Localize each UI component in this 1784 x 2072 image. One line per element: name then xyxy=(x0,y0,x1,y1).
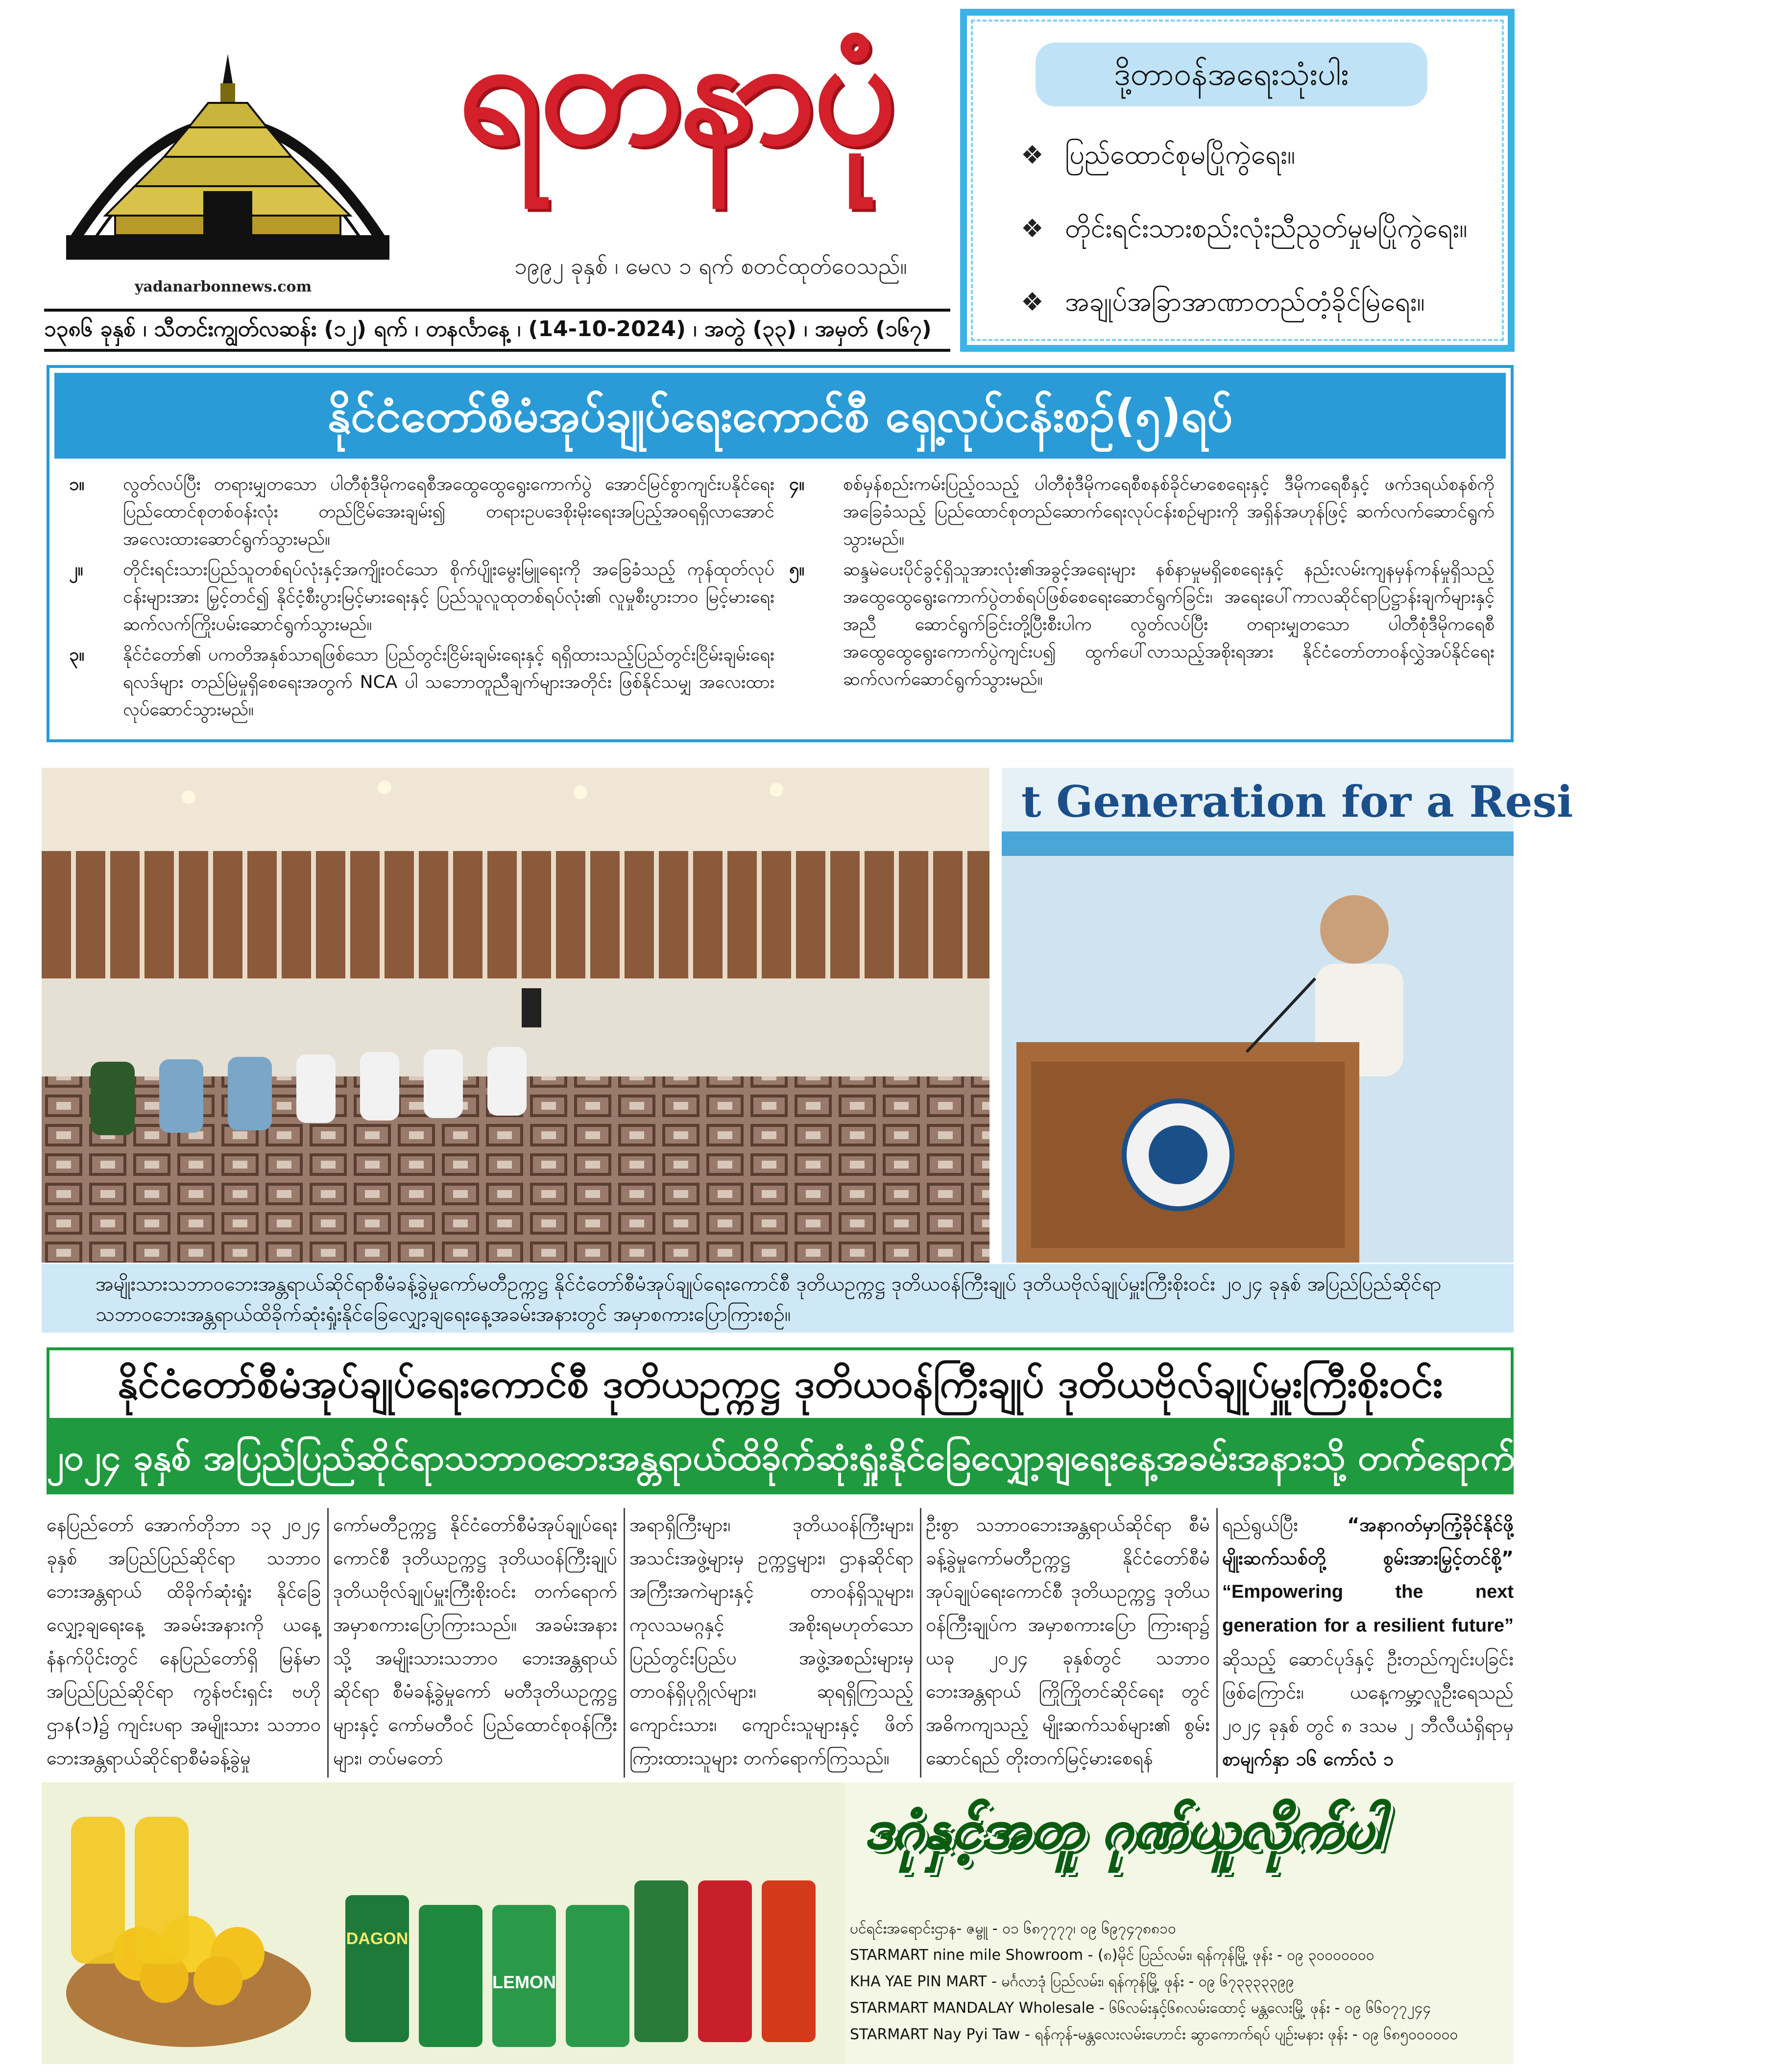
objectives-box xyxy=(960,9,1515,352)
ad-contact-line: STARMART MANDALAY Wholesale - ၆၆လမ်းနှင့်၆၈လမ်းထောင့် မန္တလေးမြို့ ဖုန်း - ၀၉ ၆၆၀၇၇၂၄၄ xyxy=(850,1999,1431,2017)
ad-contact-line: STARMART nine mile Showroom - (၈)မိုင် ပြည်လမ်း၊ ရန်ကုန်မြို့ ဖုန်း - ၀၉ ၃၀၀၀၀၀၀၀ xyxy=(850,1947,1374,1964)
photo-caption: အမျိုးသားသဘာဝဘေးအန္တရာယ်ဆိုင်ရာစီမံခန့်ခွဲမှုကော်မတီဥက္ကဋ္ဌ နိုင်ငံတော်စီမံအုပ်ချုပ်ရေးကောင်စီ ဒုတိယဥက္ကဋ္ဌ ဒုတိယဝန်ကြီးချုပ် ဒုတိယဗိုလ်ချုပ်မှူးကြီးစိုးဝင်း ၂၀၂၄ ခုနှစ် အပြည်ပြည်ဆိုင်ရာသဘာဝဘေးအန္တရာယ်ထိခိုက်ဆုံးရှုံးနိုင်ခြေလျှော့ချရေးနေ့အခမ်းအနားတွင် အမှာစကားပြောကြားစဉ်။ xyxy=(42,1264,1514,1333)
diamond-bullet-icon: ❖ xyxy=(1021,288,1044,317)
diamond-bullet-icon: ❖ xyxy=(1021,214,1044,244)
article-column-2: ကော်မတီဥက္ကဋ္ဌ နိုင်ငံတော်စီမံအုပ်ချုပ်ရေး ကောင်စီ ဒုတိယဥက္ကဋ္ဌ ဒုတိယဝန်ကြီးချုပ် ဒုတိယဗိုလ်ချုပ်မှူးကြီးစိုးဝင်း တက်ရောက်အမှာစကားပြောကြားသည်။ အခမ်းအနားသို့ အမျိုးသားသဘာဝ ဘေးအန္တရာယ်ဆိုင်ရာ စီမံခန့်ခွဲမှုကော် မတီဒုတိယဥက္ကဋ္ဌများနှင့် ကော်မတီဝင် ပြည်ထောင်စုဝန်ကြီးများ၊ တပ်မတော် xyxy=(333,1514,617,1769)
policy-number: ၃။ xyxy=(69,645,85,665)
can-label-text: LEMON xyxy=(492,1972,556,1992)
policy-item xyxy=(69,641,774,724)
site-url[interactable]: yadanarbonnews.com xyxy=(135,278,312,295)
slogan-english: “Empowering the next generation for a resilient future” xyxy=(1222,1582,1514,1636)
objective-item: ❖ ပြည်ထောင်စုမပြိုကွဲရေး။ xyxy=(1021,139,1296,170)
article-column-1: နေပြည်တော် အောက်တိုဘာ ၁၃ ၂၀၂၄ ခုနှစ် အပြည်ပြည်ဆိုင်ရာ သဘာဝဘေးအန္တရာယ် ထိခိုက်ဆုံးရှုံး နိုင်ခြေလျှော့ချရေးနေ့ အခမ်းအနားကို ယနေ့နံနက်ပိုင်းတွင် နေပြည်တော်ရှိ မြန်မာအပြည်ပြည်ဆိုင်ရာ ကွန်ဗင်းရှင်း ဗဟိုဌာန(၁)၌ ကျင်းပရာ အမျိုးသား သဘာဝဘေးအန္တရာယ်ဆိုင်ရာစီမံခန့်ခွဲမှု xyxy=(47,1514,321,1769)
speaker-photo xyxy=(1002,768,1573,1263)
headline-line-2: ၂၀၂၄ ခုနှစ် အပြည်ပြည်ဆိုင်ရာသဘာဝဘေးအန္တရာယ်ထိခိုက်ဆုံးရှုံးနိုင်ခြေလျှော့ချရေးနေ့အခမ်းအနားသို့ တက်ရောက်အမှာစကားပြောကြား xyxy=(47,1421,1514,1494)
objective-item: ❖ အချုပ်အခြာအာဏာတည်တံ့ခိုင်မြဲရေး။ xyxy=(1021,286,1425,317)
headline-line-1: နိုင်ငံတော်စီမံအုပ်ချုပ်ရေးကောင်စီ ဒုတိယဥက္ကဋ္ဌ ဒုတိယဝန်ကြီးချုပ် ဒုတိယဗိုလ်ချုပ်မှူးကြီးစိုးဝင်း xyxy=(47,1347,1514,1421)
conference-hall-illustration xyxy=(42,768,989,1263)
founded-line: ၁၉၉၂ ခုနှစ် ၊ မေလ ၁ ရက် စတင်ထုတ်ဝေသည်။ xyxy=(514,253,907,279)
ad-contact-line: STARMART Nay Pyi Taw - ရန်ကုန်-မန္တလေးလမ်းဟောင်း ဆွာကောက်ရပ် ပျဉ်းမနား ဖုန်း - ၀၉ ၆၈၅၀၀၀၀၀၀ xyxy=(850,2026,1458,2043)
policy-item xyxy=(789,471,1495,553)
policy-text: လွတ်လပ်ပြီး တရားမျှတသော ပါတီစုံဒီမိုကရေစီအထွေထွေရွေးကောက်ပွဲ အောင်မြင်စွာကျင်းပနိုင်ရေး ပြည်ထောင်စုတစ်ဝန်းလုံး တည်ငြိမ်အေးချမ်း၍ တရားဥပဒေစိုးမိုးရေးအပြည့်အဝရရှိလာအောင် အလေးထားဆောင်ရွက်သွားမည်။ xyxy=(123,474,774,549)
column-divider xyxy=(624,1508,625,1778)
dagon-advertisement[interactable] xyxy=(42,1782,1514,2064)
policy-box xyxy=(47,365,1514,742)
objective-item: ❖ တိုင်းရင်းသားစည်းလုံးညီညွတ်မှုမပြိုကွဲရေး။ xyxy=(1021,213,1468,244)
ad-slogan: ဒဂုံနှင့်အတူ ဂုဏ်ယူလိုက်ပါ xyxy=(865,1798,1383,1860)
dateline: ၁၃၈၆ ခုနှစ် ၊ သီတင်းကျွတ်လဆန်း (၁၂) ရက် ၊ တနင်္လာနေ့ ၊ (14-10-2024) ၊ အတွဲ (၃၃) ၊ အမှတ် (၁၆၇) xyxy=(44,309,950,347)
conference-hall-photo xyxy=(42,768,989,1263)
policy-number: ၁။ xyxy=(69,474,85,494)
column-divider xyxy=(920,1508,921,1778)
column-divider xyxy=(1216,1508,1218,1778)
article-column-5: ရည်ရွယ်ပြီး “အနာဂတ်မှာကြံ့ခိုင်နိုင်ဖို့ မျိုးဆက်သစ်တို့ စွမ်းအားမြှင့်တင်စို့” “Empowering the next generation for a resilient future” ဆိုသည့် ဆောင်ပုဒ်နှင့် ဦးတည်ကျင်းပခြင်းဖြစ်ကြောင်း၊ ယနေ့ကမ္ဘာ့လူဦးရေသည် ၂၀၂၄ ခုနှစ် တွင် ၈ ဒသမ ၂ ဘီလီယံရှိရာမှ စာမျက်နှာ ၁၆ ကော်လံ ၁ xyxy=(1222,1514,1514,1770)
policy-number: ၂။ xyxy=(69,560,83,580)
newspaper-title: ရတနာပုံ xyxy=(458,4,894,177)
policy-number: ၄။ xyxy=(789,474,805,494)
banner-text: t Generation for a Resi xyxy=(1021,776,1573,827)
ad-contact-line: ပင်ရင်းအရောင်းဌာန- ဇမ္ဗူ - ၀၁ ၆၈၇၇၇၇၊ ၀၉ ၆၉၇၄၇၈၈၁၀ xyxy=(850,1920,1177,1937)
article-column-3: အရာရှိကြီးများ၊ ဒုတိယဝန်ကြီးများ၊ အသင်းအဖွဲ့များမှ ဥက္ကဋ္ဌများ၊ ဌာနဆိုင်ရာ အကြီးအကဲများနှင့် တာဝန်ရှိသူများ၊ ကုလသမဂ္ဂနှင့် အစိုးရမဟုတ်သော ပြည်တွင်းပြည်ပ အဖွဲ့အစည်းများမှ တာဝန်ရှိပုဂ္ဂိုလ်များ၊ ဆုရရှိကြသည့် ကျောင်းသား၊ ကျောင်းသူများနှင့် ဖိတ် ကြားထားသူများ တက်ရောက်ကြသည်။ xyxy=(629,1514,914,1769)
policy-number: ၅။ xyxy=(789,560,805,580)
policy-item xyxy=(69,471,774,553)
speaker-illustration xyxy=(1002,768,1573,1263)
policy-text: နိုင်ငံတော်၏ ပကတိအနှစ်သာရဖြစ်သော ပြည်တွင်းငြိမ်းချမ်းရေးနှင့် ရရှိထားသည့်ပြည်တွင်းငြိမ်းချမ်းရေးရလဒ်များ တည်မြဲမှုရှိစေရေးအတွက် NCA ပါ သဘောတူညီချက်များအတိုင်း ဖြစ်နိုင်သမျှ အလေးထားလုပ်ဆောင်သွားမည်။ xyxy=(123,645,774,720)
policy-item xyxy=(789,556,1495,693)
policy-title: နိုင်ငံတော်စီမံအုပ်ချုပ်ရေးကောင်စီ ရှေ့လုပ်ငန်းစဉ်(၅)ရပ် xyxy=(54,373,1506,459)
policy-item xyxy=(69,556,774,638)
column-divider xyxy=(327,1508,329,1778)
policy-text: တိုင်းရင်းသားပြည်သူတစ်ရပ်လုံးနှင့်အကျိုးဝင်သော စိုက်ပျိုးမွေးမြူရေးကို အခြေခံသည့် ကုန်ထုတ်လုပ်ငန်းများအား မြှင့်တင်၍ နိုင်ငံ့စီးပွားမြင့်မားရေးနှင့် ပြည်သူလူထုတစ်ရပ်လုံး၏ လူမှုစီးပွားဘဝ မြင့်မားရေး ဆက်လက်ကြိုးပမ်းဆောင်ရွက်သွားမည်။ xyxy=(123,560,774,634)
diamond-bullet-icon: ❖ xyxy=(1021,141,1044,170)
can-brand-text: DAGON xyxy=(346,1929,409,1948)
article-column-4: ဦးစွာ သဘာဝဘေးအန္တရာယ်ဆိုင်ရာ စီမံခန့်ခွဲမှုကော်မတီဥက္ကဋ္ဌ နိုင်ငံတော်စီမံ အုပ်ချုပ်ရေးကောင်စီ ဒုတိယဥက္ကဋ္ဌ ဒုတိယဝန်ကြီးချုပ်က အမှာစကားပြော ကြားရာ၌ ယခု ၂၀၂၄ ခုနှစ်တွင် သဘာဝ ဘေးအန္တရာယ် ကြိုကြိုတင်ဆိုင်ရေး တွင် အဓိကကျသည့် မျိုးဆက်သစ်များ၏ စွမ်းဆောင်ရည် တိုးတက်မြင့်မားစေရန် xyxy=(926,1514,1210,1769)
objectives-title: ဒို့တာဝန်အရေးသုံးပါး xyxy=(1036,43,1427,106)
ad-contact-line: KHA YAE PIN MART - မင်္ဂလာဒုံ ပြည်လမ်း၊ ရန်ကုန်မြို့ ဖုန်း - ၀၉ ၆၇၃၃၃၃၃၉၉ xyxy=(850,1973,1295,1990)
policy-column-left xyxy=(69,471,774,727)
masthead xyxy=(47,0,953,314)
policy-text: ဆန္ဒမဲပေးပိုင်ခွင့်ရှိသူအားလုံး၏အခွင့်အရေးများ နစ်နာမှုမရှိစေရေးနှင့် နည်းလမ်းကျနမှန်ကန်မှုရှိသည့် အထွေထွေရွေးကောက်ပွဲတစ်ရပ်ဖြစ်စေရေးဆောင်ရွက်ခြင်း၊ အရေးပေါ်ကာလဆိုင်ရာပြဋ္ဌာန်းချက်များနှင့်အညီ ဆောင်ရွက်ခြင်းတို့ပြီးစီးပါက လွတ်လပ်ပြီး တရားမျှတသော ပါတီစုံဒီမိုကရေစီ အထွေထွေရွေးကောက်ပွဲကျင်းပ၍ ထွက်ပေါ်လာသည့်အစိုးရအား နိုင်ငံတော်တာဝန်လွှဲအပ်နိုင်ရေး ဆက်လက်ဆောင်ရွက်သွားမည်။ xyxy=(843,560,1495,689)
slogan-myanmar: “အနာဂတ်မှာကြံ့ခိုင်နိုင်ဖို့ မျိုးဆက်သစ်တို့ စွမ်းအားမြှင့်တင်စို့” xyxy=(1222,1514,1514,1569)
dateline-rule xyxy=(44,349,950,352)
continued-on-link[interactable]: စာမျက်နှာ ၁၆ ကော်လံ ၁ xyxy=(1222,1748,1394,1770)
policy-text: စစ်မှန်စည်းကမ်းပြည့်ဝသည့် ပါတီစုံဒီမိုကရေစီစနစ်ခိုင်မာစေရေးနှင့် ဒီမိုကရေစီနှင့် ဖက်ဒရယ်စနစ်ကို အခြေခံသည့် ပြည်ထောင်စုတည်ဆောက်ရေးလုပ်ငန်းစဉ်များကို အရှိန်အဟုန်ဖြင့် ဆက်လက်ဆောင်ရွက်သွားမည်။ xyxy=(843,474,1495,549)
policy-column-right xyxy=(789,471,1495,696)
product-illustration xyxy=(42,1782,845,2064)
pagoda-logo-icon xyxy=(56,29,399,274)
